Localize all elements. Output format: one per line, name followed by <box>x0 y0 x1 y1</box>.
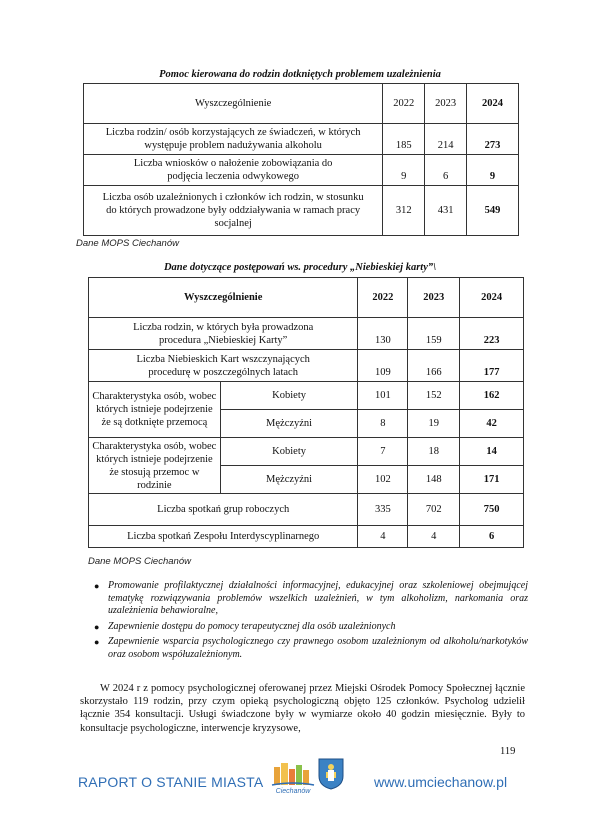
table2 <box>88 277 524 548</box>
bullet-list <box>94 580 528 664</box>
page-number: 119 <box>500 746 516 757</box>
bullet-text: Zapewnienie wsparcia psychologicznego czy prawnego osobom uzależnionym od alkoholu/narkotyków oraz osobom współuzależnionym. <box>108 636 528 660</box>
table2-group1-women-2022: 101 <box>358 382 408 410</box>
table2-group2-women-2024: 14 <box>460 438 524 466</box>
logo-text: Ciechanów <box>275 788 311 795</box>
table1-row3-label: Liczba osób uzależnionych i członków ich rodzin, w stosunku do których prowadzone były oddziaływania w ramach pracy socjalnej <box>84 186 383 236</box>
table2-group1-men-label: Mężczyźni <box>220 410 358 438</box>
table-row <box>84 186 519 236</box>
table2-row1-2024: 223 <box>460 318 524 350</box>
footer-website-link[interactable]: www.umciechanow.pl <box>374 774 508 790</box>
table2-row4-label: Liczba spotkań Zespołu Interdyscyplinarnego <box>89 526 358 548</box>
table2-row2-2023: 166 <box>408 350 460 382</box>
table1-row2-label: Liczba wniosków o nałożenie zobowiązania do podjęcia leczenia odwykowego <box>84 155 383 186</box>
table1-header-2023: 2023 <box>425 84 467 124</box>
table2-group2-women-label: Kobiety <box>220 438 358 466</box>
bullet-text: Promowanie profilaktycznej działalności informacyjnej, edukacyjnej oraz szkoleniowej obejmującej tematykę rozwiązywania problemów wszelkich uzależnień, w tym alkoholizm, narkomania oraz uzależnienia behawioralne, <box>108 580 528 616</box>
list-item <box>94 636 528 661</box>
table1 <box>83 83 519 236</box>
table-row <box>89 526 524 548</box>
table2-row1-2022: 130 <box>358 318 408 350</box>
table2-group2-men-2024: 171 <box>460 466 524 494</box>
city-logo-icon <box>268 757 318 795</box>
table2-row3-2022: 335 <box>358 494 408 526</box>
table2-group1-men-2022: 8 <box>358 410 408 438</box>
table-row <box>89 318 524 350</box>
table2-group1-women-2024: 162 <box>460 382 524 410</box>
table1-row3-2022: 312 <box>383 186 425 236</box>
bullet-icon: ● <box>94 637 100 647</box>
table2-caption: Dane dotyczące postępowań ws. procedury „Niebieskiej karty”\ <box>163 262 437 273</box>
table1-row2-2023: 6 <box>425 155 467 186</box>
table2-group1-men-2023: 19 <box>408 410 460 438</box>
table1-caption: Pomoc kierowana do rodzin dotkniętych problemem uzależnienia <box>159 69 441 80</box>
table2-row4-2023: 4 <box>408 526 460 548</box>
table1-row2-2022: 9 <box>383 155 425 186</box>
table1-row2-2024: 9 <box>467 155 519 186</box>
table2-row3-2024: 750 <box>460 494 524 526</box>
table1-row1-2024: 273 <box>467 124 519 155</box>
table1-row1-2023: 214 <box>425 124 467 155</box>
table2-group2-men-2022: 102 <box>358 466 408 494</box>
coat-of-arms-icon <box>318 758 344 790</box>
table-row <box>89 438 524 466</box>
table1-row3-2024: 549 <box>467 186 519 236</box>
list-item <box>94 620 528 634</box>
table2-group2-women-2022: 7 <box>358 438 408 466</box>
table2-group2-label: Charakterystyka osób, wobec których istnieje podejrzenie że stosują przemoc w rodzinie <box>89 438 221 494</box>
table2-header-2024: 2024 <box>460 278 524 318</box>
table2-header-row <box>89 278 524 318</box>
body-paragraph <box>80 682 525 735</box>
list-item <box>94 580 528 618</box>
table-row <box>84 124 519 155</box>
table2-group1-men-2024: 42 <box>460 410 524 438</box>
table2-header-2023: 2023 <box>408 278 460 318</box>
table2-group1-women-label: Kobiety <box>220 382 358 410</box>
table-row <box>84 155 519 186</box>
table2-group2-men-2023: 148 <box>408 466 460 494</box>
table2-row2-label: Liczba Niebieskich Kart wszczynających procedurę w poszczególnych latach <box>89 350 358 382</box>
table-row <box>89 494 524 526</box>
table2-row4-2024: 6 <box>460 526 524 548</box>
table1-row3-2023: 431 <box>425 186 467 236</box>
table2-group2-women-2023: 18 <box>408 438 460 466</box>
table2-header-2022: 2022 <box>358 278 408 318</box>
table2-row4-2022: 4 <box>358 526 408 548</box>
bullet-icon: ● <box>94 621 100 632</box>
table2-row1-label: Liczba rodzin, w których była prowadzona procedura „Niebieskiej Karty” <box>89 318 358 350</box>
table1-header-label: Wyszczególnienie <box>84 84 383 124</box>
table1-row1-label: Liczba rodzin/ osób korzystających ze świadczeń, w których występuje problem nadużywania alkoholu <box>84 124 383 155</box>
footer-report-title: RAPORT O STANIE MIASTA <box>78 774 264 790</box>
table-row <box>89 350 524 382</box>
table1-header-2024: 2024 <box>467 84 519 124</box>
table1-header-row <box>84 84 519 124</box>
table1-header-2022: 2022 <box>383 84 425 124</box>
table2-row3-label: Liczba spotkań grup roboczych <box>89 494 358 526</box>
table1-row1-2022: 185 <box>383 124 425 155</box>
table2-header-label: Wyszczególnienie <box>89 278 358 318</box>
table2-row3-2023: 702 <box>408 494 460 526</box>
table1-source: Dane MOPS Ciechanów <box>76 238 179 249</box>
bullet-icon: ● <box>94 581 100 591</box>
body-paragraph-text: W 2024 r z pomocy psychologicznej oferowanej przez Miejski Ośrodek Pomocy Społecznej łącznie skorzystało 119 rodzin, przy czym opieką psychologiczną objęto 125 członków. Psycholog udzielił łącznie 354 konsultacji. Usługi świadczone były w wymiarze około 40 godzin miesięcznie. Były to konsultacje psychologiczne, interwencje kryzysowe, <box>80 683 525 734</box>
table-row <box>89 382 524 410</box>
table2-group2-men-label: Mężczyźni <box>220 466 358 494</box>
table2-group1-label: Charakterystyka osób, wobec których istnieje podejrzenie że są dotknięte przemocą <box>89 382 221 438</box>
table2-row1-2023: 159 <box>408 318 460 350</box>
table2-source: Dane MOPS Ciechanów <box>88 556 191 567</box>
table2-group1-women-2023: 152 <box>408 382 460 410</box>
table2-row2-2024: 177 <box>460 350 524 382</box>
table2-row2-2022: 109 <box>358 350 408 382</box>
bullet-text: Zapewnienie dostępu do pomocy terapeutycznej dla osób uzależnionych <box>108 620 396 632</box>
